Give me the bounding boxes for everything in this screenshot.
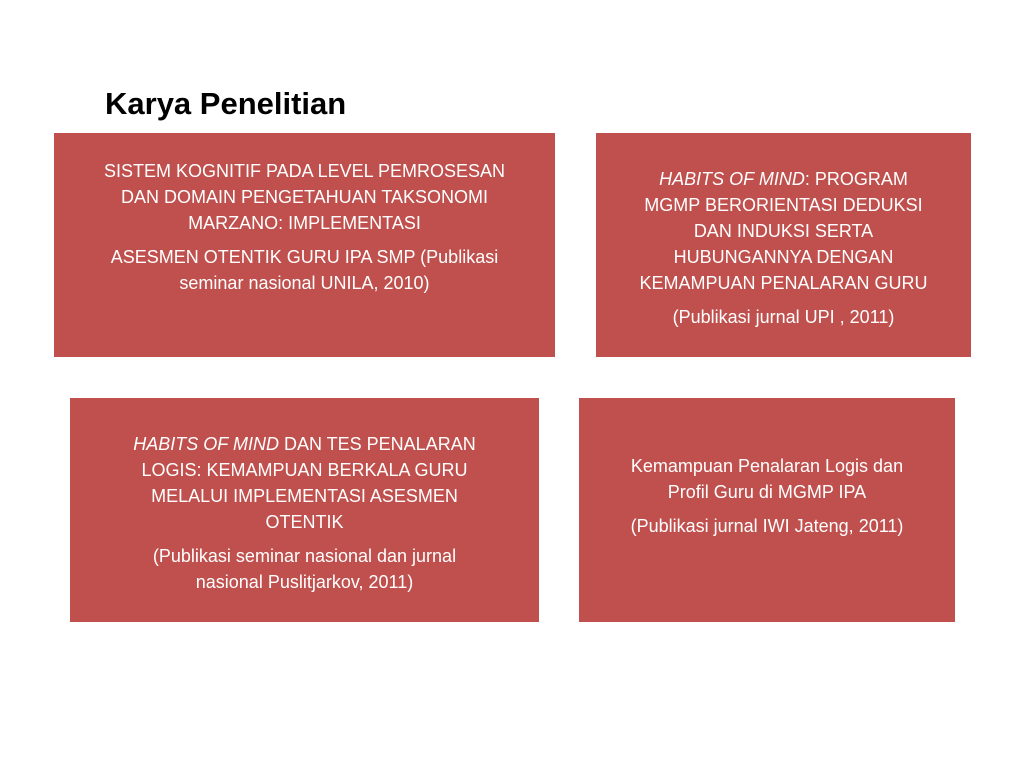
research-title-line: DAN DOMAIN PENGETAHUAN TAKSONOMI bbox=[120, 187, 489, 207]
publication-info bbox=[111, 244, 498, 296]
research-box-2 bbox=[596, 133, 971, 357]
publication-info: (Publikasi jurnal IWI Jateng, 2011) bbox=[630, 516, 904, 536]
research-title-line: DAN INDUKSI SERTA bbox=[693, 221, 874, 241]
publication-line: seminar nasional UNILA, 2010) bbox=[179, 273, 430, 293]
research-title bbox=[104, 158, 505, 236]
research-title-line: : PROGRAM bbox=[804, 169, 908, 189]
research-title-line: KEMAMPUAN PENALARAN GURU bbox=[639, 273, 928, 293]
research-title-line: HUBUNGANNYA DENGAN bbox=[673, 247, 894, 267]
research-title-line: MELALUI IMPLEMENTASI ASESMEN bbox=[151, 486, 458, 506]
research-title-line: MARZANO: IMPLEMENTASI bbox=[188, 213, 421, 233]
publication-line: ASESMEN OTENTIK GURU IPA SMP (Publikasi bbox=[110, 247, 499, 267]
research-box-3 bbox=[70, 398, 539, 622]
publication-line: nasional Puslitjarkov, 2011) bbox=[195, 572, 414, 592]
publication-info bbox=[153, 543, 456, 595]
research-box-4 bbox=[579, 398, 955, 622]
research-box-1 bbox=[54, 133, 555, 357]
publication-line: (Publikasi seminar nasional dan jurnal bbox=[152, 546, 457, 566]
slide-title: Karya Penelitian bbox=[105, 86, 347, 121]
research-title-line: LOGIS: KEMAMPUAN BERKALA GURU bbox=[141, 460, 468, 480]
research-title-italic: HABITS OF MIND bbox=[659, 169, 805, 189]
research-title bbox=[631, 453, 903, 505]
research-title-line: Kemampuan Penalaran Logis dan bbox=[630, 456, 904, 476]
research-title-line: SISTEM KOGNITIF PADA LEVEL PEMROSESAN bbox=[103, 161, 506, 181]
research-title bbox=[133, 431, 475, 535]
research-title bbox=[639, 166, 927, 296]
research-title-line: MGMP BERORIENTASI DEDUKSI bbox=[644, 195, 923, 215]
publication-info: (Publikasi jurnal UPI , 2011) bbox=[672, 307, 895, 327]
research-title-line: OTENTIK bbox=[265, 512, 344, 532]
research-title-line: DAN TES PENALARAN bbox=[278, 434, 476, 454]
research-title-line: Profil Guru di MGMP IPA bbox=[667, 482, 867, 502]
research-title-italic: HABITS OF MIND bbox=[133, 434, 279, 454]
